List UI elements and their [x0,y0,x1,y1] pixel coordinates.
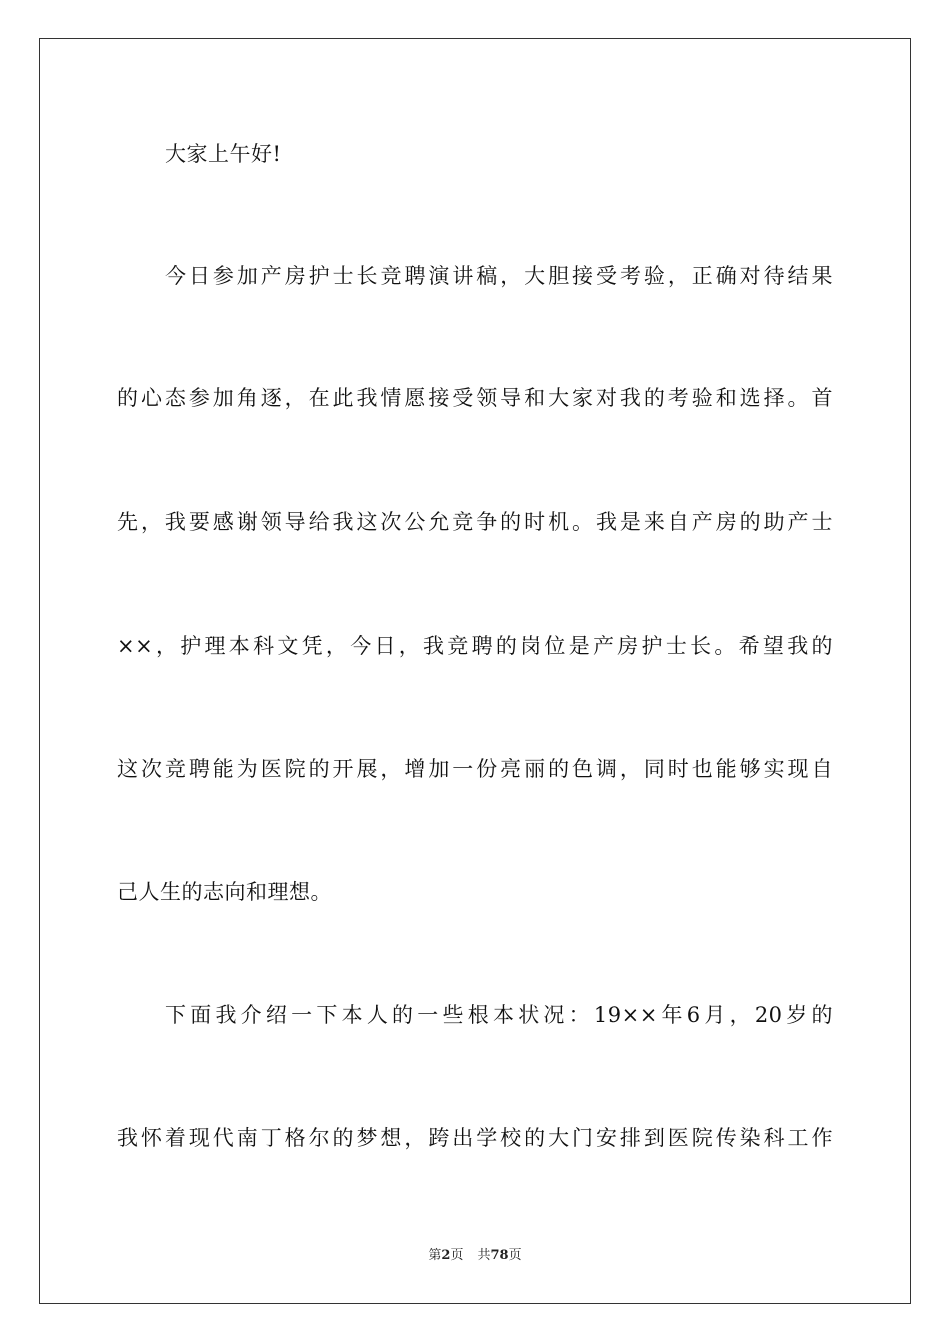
paragraph-1-line-3: 先，我要感谢领导给我这次公允竞争的时机。我是来自产房的助产士 [117,510,833,534]
paragraph-1-line-6: 己人生的志向和理想。 [117,880,332,904]
total-pages: 78 [490,1248,509,1263]
total-prefix: 共 [477,1248,491,1263]
page-border [39,38,911,1304]
page-number: 2 [441,1248,451,1263]
paragraph-1-line-2: 的心态参加角逐，在此我情愿接受领导和大家对我的考验和选择。首 [117,386,833,410]
paragraph-1-line-1: 今日参加产房护士长竞聘演讲稿，大胆接受考验，正确对待结果 [165,264,833,288]
greeting-line: 大家上午好! [165,142,282,166]
page-prefix: 第 [428,1248,442,1263]
paragraph-1-line-5: 这次竞聘能为医院的开展，增加一份亮丽的色调，同时也能够实现自 [117,757,833,781]
paragraph-2-line-2: 我怀着现代南丁格尔的梦想，跨出学校的大门安排到医院传染科工作 [117,1126,833,1150]
total-suffix: 页 [508,1248,522,1263]
page-footer [0,1247,950,1265]
paragraph-1-line-4: ××，护理本科文凭，今日，我竞聘的岗位是产房护士长。希望我的 [117,634,833,658]
paragraph-2-line-1: 下面我介绍一下本人的一些根本状况：19××年6月，20岁的 [165,1003,833,1027]
page-suffix: 页 [450,1248,464,1263]
